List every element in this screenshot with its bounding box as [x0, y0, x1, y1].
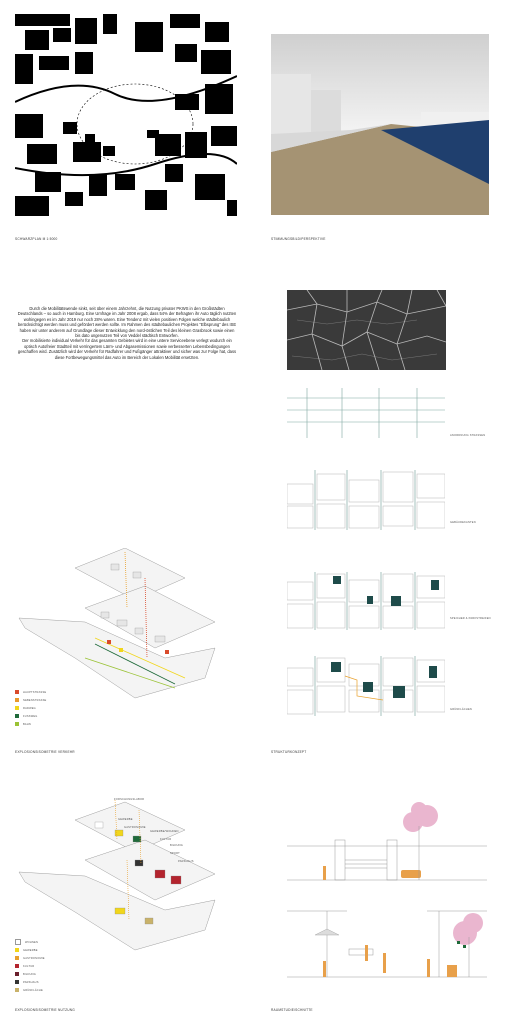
legend-swatch — [15, 714, 19, 718]
legend-use-item — [15, 970, 75, 978]
use-annotations — [108, 798, 208, 868]
use-annotation: KULTUR — [160, 838, 172, 841]
legend-use-item — [15, 954, 75, 962]
structure-diagram-buildings — [287, 470, 445, 530]
legend-traffic-item — [15, 704, 75, 712]
legend-use-item — [15, 978, 75, 986]
legend-traffic-item — [15, 696, 75, 704]
structure-label-4: GRÜNFLÄCHEN — [450, 708, 472, 711]
caption-strukturkonzept: STRUKTURKONZEPT — [271, 750, 307, 754]
legend-label: NEBENSTRASSE — [23, 698, 47, 702]
legend-label: WOHNEN — [25, 940, 39, 944]
legend-label: HAUPTSTRASSE — [23, 690, 47, 694]
description-text — [17, 306, 237, 360]
use-annotation: GEWERBE/WOHNEN — [150, 830, 179, 833]
legend-label: RADWEG — [23, 706, 36, 710]
legend-swatch — [15, 980, 19, 984]
caption-perspektive: STIMMUNGSBILD/PERSPEKTIVE — [271, 237, 326, 241]
legend-use-item — [15, 946, 75, 954]
legend-swatch — [15, 722, 19, 726]
legend-swatch — [15, 948, 19, 952]
legend-traffic-item — [15, 688, 75, 696]
legend-label: FUSSWEG — [23, 714, 38, 718]
legend-label: BILDUNG — [23, 972, 36, 976]
legend-swatch — [15, 939, 21, 945]
section-drawing-square — [287, 905, 487, 985]
use-annotation: BILDUNG — [170, 844, 183, 847]
legend-label: PARKHAUS — [23, 980, 39, 984]
structure-label-2: GEBÄUDEKANTEN — [450, 521, 476, 524]
legend-swatch — [15, 698, 19, 702]
schwarzplan-figure — [15, 14, 237, 216]
caption-raumstudie: RAUMSTUDIE/SCHNITTE — [271, 1008, 313, 1012]
structure-label-1: ANORDNUNG STRASSEN — [450, 434, 486, 437]
use-annotation: GEWERBE — [118, 818, 133, 821]
use-annotation: GASTRONOMIE — [124, 826, 146, 829]
use-annotation: FORSCHUNGSLABOR — [114, 798, 145, 801]
legend-traffic — [15, 688, 75, 728]
legend-label: BAHN — [23, 722, 32, 726]
legend-label: KULTUR — [23, 964, 35, 968]
legend-swatch — [15, 690, 19, 694]
legend-traffic-item — [15, 712, 75, 720]
legend-use-item — [15, 962, 75, 970]
legend-swatch — [15, 972, 19, 976]
legend-label: GASTRONOMIE — [23, 956, 45, 960]
perspective-render — [271, 34, 489, 215]
structure-diagram-streets — [287, 388, 445, 438]
structure-label-3: SPEICHER & PARKSTREIFEN — [450, 617, 491, 620]
legend-swatch — [15, 988, 19, 992]
paragraph-1: Durch die Mobilitätswende sinkt, seit über einem Jahrzehnt, die Nutzung privater PKWS in den Großstädten Deutschlands – so auch in Hamburg. Eine Umfrage im Jahr 2008 ergab, dass 54% der Befragten ihr Auto täglich nutzten wohingegen es im Jahr 2019 nur noch 28% waren. Eine Tendenz mit vielen positiven Folgen welche städtebaulich berücksichtigt werden muss und gefördert werden sollte. Im Rahmen des städtebaulichen Projektes “Elbsprung” des ISE haben wir unter anderem auf Grundlage dieser Entwicklung den nord-östlichen Teil des kleinen Grasbrook sowie einen bis dato ungenutzen Teil von Veddel städtisch Entworfen. — [17, 306, 237, 339]
caption-schwarzplan: SCHWARZPLAN M 1:5000 — [15, 237, 58, 241]
section-drawing-street — [287, 800, 487, 885]
legend-label: GEWERBE — [23, 948, 38, 952]
use-annotation: SPORT — [170, 852, 180, 855]
legend-swatch — [15, 706, 19, 710]
legend-use-item — [15, 938, 75, 946]
structure-diagram-green — [287, 656, 445, 716]
paragraph-2: Der mobilisierte individual Verkehr für das gesamten Gebietes wird in eine untere Serviceebene verlegt wodurch ein optisch Autofreier Stadtteil mit verringertem Lärm- und Abgasemissionen sowie verbesserten Lebensbedingungen geschaffen wird. Zusätzlich wird der Verkehr für Radfahrer und Fußgänger attraktiver und sicher was zur Folge hat, dass diese Fortbewegungsmittel das Auto im Bereich der Lokalen Mobilität ersetzten. — [17, 338, 237, 360]
legend-use-item — [15, 986, 75, 994]
legend-traffic-item — [15, 720, 75, 728]
legend-swatch — [15, 964, 19, 968]
legend-swatch — [15, 956, 19, 960]
caption-isometrie-verkehr: EXPLOSIONSISOMETRIE VERKEHR — [15, 750, 75, 754]
legend-use — [15, 938, 75, 994]
leaf-texture-image — [287, 290, 446, 370]
structure-diagram-speicher — [287, 572, 445, 630]
legend-label: GRÜNFLÄCHE — [23, 988, 43, 992]
caption-isometrie-nutzung: EXPLOSIONSISOMETRIE NUTZUNG — [15, 1008, 75, 1012]
use-annotation: PARKHAUS — [178, 860, 194, 863]
